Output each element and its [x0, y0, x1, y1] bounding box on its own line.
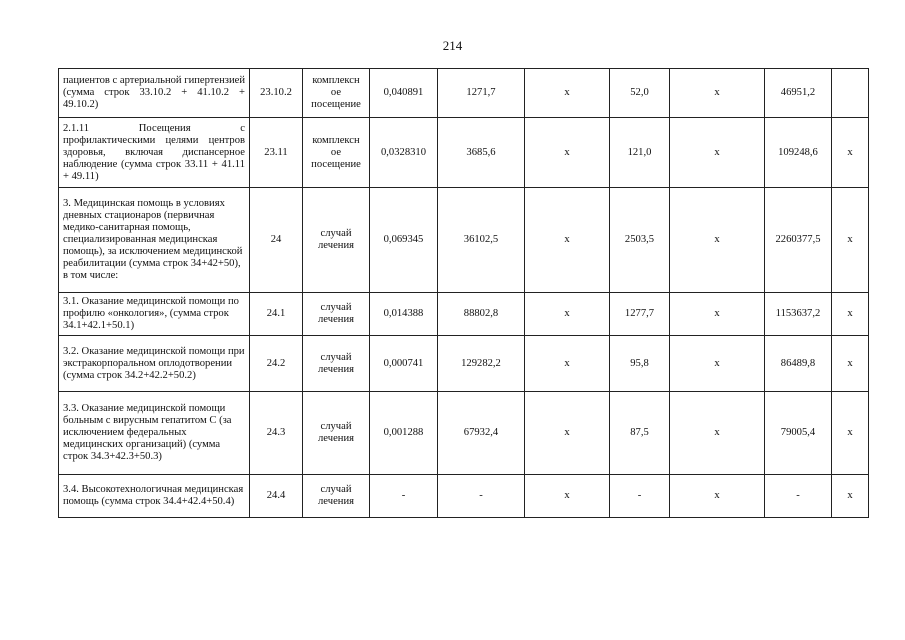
row-per-capita: - — [610, 475, 670, 518]
row-cost: 67932,4 — [438, 392, 525, 475]
row-norm: 0,000741 — [370, 336, 438, 392]
row-x2: х — [670, 336, 765, 392]
row-norm: 0,069345 — [370, 188, 438, 293]
row-total: 46951,2 — [765, 69, 832, 118]
row-last: х — [832, 118, 869, 188]
row-unit: случай лечения — [303, 188, 370, 293]
financing-table — [58, 68, 869, 518]
table-row — [59, 293, 869, 336]
row-x1: х — [525, 293, 610, 336]
row-per-capita: 95,8 — [610, 336, 670, 392]
row-unit: комплексн ое посещение — [303, 69, 370, 118]
row-last: х — [832, 336, 869, 392]
row-description: 3.1. Оказание медицинской помощи по профилю «онкология», (сумма строк 34.1+42.1+50.1) — [59, 293, 250, 336]
row-norm: 0,0328310 — [370, 118, 438, 188]
row-description: 3. Медицинская помощь в условиях дневных стационаров (первичная медико-санитарная помощь, специализированная медицинская помощь), за исключением медицинской реабилитации (сумма строк 34+42+50), в том числе: — [59, 188, 250, 293]
row-description: 2.1.11 Посещения с профилактическими целями центров здоровья, включая диспансерное наблюдение (сумма строк 33.11 + 41.11 + 49.11) — [59, 118, 250, 188]
table-row — [59, 392, 869, 475]
row-x1: х — [525, 336, 610, 392]
row-line-number: 24.4 — [250, 475, 303, 518]
row-total: 79005,4 — [765, 392, 832, 475]
page-number: 214 — [442, 38, 463, 53]
row-line-number: 24.2 — [250, 336, 303, 392]
row-cost: - — [438, 475, 525, 518]
row-per-capita: 87,5 — [610, 392, 670, 475]
row-x1: х — [525, 118, 610, 188]
row-cost: 36102,5 — [438, 188, 525, 293]
row-last: х — [832, 475, 869, 518]
table-row — [59, 336, 869, 392]
row-unit: случай лечения — [303, 336, 370, 392]
row-unit: случай лечения — [303, 475, 370, 518]
row-x2: х — [670, 188, 765, 293]
row-total: 2260377,5 — [765, 188, 832, 293]
row-x1: х — [525, 188, 610, 293]
row-total: 86489,8 — [765, 336, 832, 392]
row-per-capita: 2503,5 — [610, 188, 670, 293]
row-line-number: 24.3 — [250, 392, 303, 475]
row-norm: - — [370, 475, 438, 518]
row-line-number: 24 — [250, 188, 303, 293]
row-x2: х — [670, 475, 765, 518]
row-cost: 129282,2 — [438, 336, 525, 392]
row-total: 1153637,2 — [765, 293, 832, 336]
row-last — [832, 69, 869, 118]
row-line-number: 23.10.2 — [250, 69, 303, 118]
row-unit: случай лечения — [303, 293, 370, 336]
row-x2: х — [670, 69, 765, 118]
row-x2: х — [670, 392, 765, 475]
row-x1: х — [525, 475, 610, 518]
row-description: 3.3. Оказание медицинской помощи больным с вирусным гепатитом С (за исключением федеральных медицинских организаций) (сумма строк 34.3+42.3+50.3) — [59, 392, 250, 475]
row-cost: 1271,7 — [438, 69, 525, 118]
table-row — [59, 69, 869, 118]
row-per-capita: 121,0 — [610, 118, 670, 188]
row-total: 109248,6 — [765, 118, 832, 188]
table-row — [59, 475, 869, 518]
row-norm: 0,014388 — [370, 293, 438, 336]
row-last: х — [832, 188, 869, 293]
row-unit: комплексн ое посещение — [303, 118, 370, 188]
row-last: х — [832, 392, 869, 475]
row-description: 3.2. Оказание медицинской помощи при экстракорпоральном оплодотворении (сумма строк 34.2+42.2+50.2) — [59, 336, 250, 392]
row-cost: 88802,8 — [438, 293, 525, 336]
row-x2: х — [670, 293, 765, 336]
row-norm: 0,040891 — [370, 69, 438, 118]
row-line-number: 24.1 — [250, 293, 303, 336]
row-line-number: 23.11 — [250, 118, 303, 188]
row-description: пациентов с артериальной гипертензией (сумма строк 33.10.2 + 41.10.2 + 49.10.2) — [59, 69, 250, 118]
row-per-capita: 52,0 — [610, 69, 670, 118]
row-unit: случай лечения — [303, 392, 370, 475]
row-norm: 0,001288 — [370, 392, 438, 475]
row-per-capita: 1277,7 — [610, 293, 670, 336]
table-row — [59, 118, 869, 188]
row-last: х — [832, 293, 869, 336]
row-cost: 3685,6 — [438, 118, 525, 188]
row-x1: х — [525, 392, 610, 475]
table-row — [59, 188, 869, 293]
row-description: 3.4. Высокотехнологичная медицинская помощь (сумма строк 34.4+42.4+50.4) — [59, 475, 250, 518]
row-x1: х — [525, 69, 610, 118]
row-total: - — [765, 475, 832, 518]
row-x2: х — [670, 118, 765, 188]
